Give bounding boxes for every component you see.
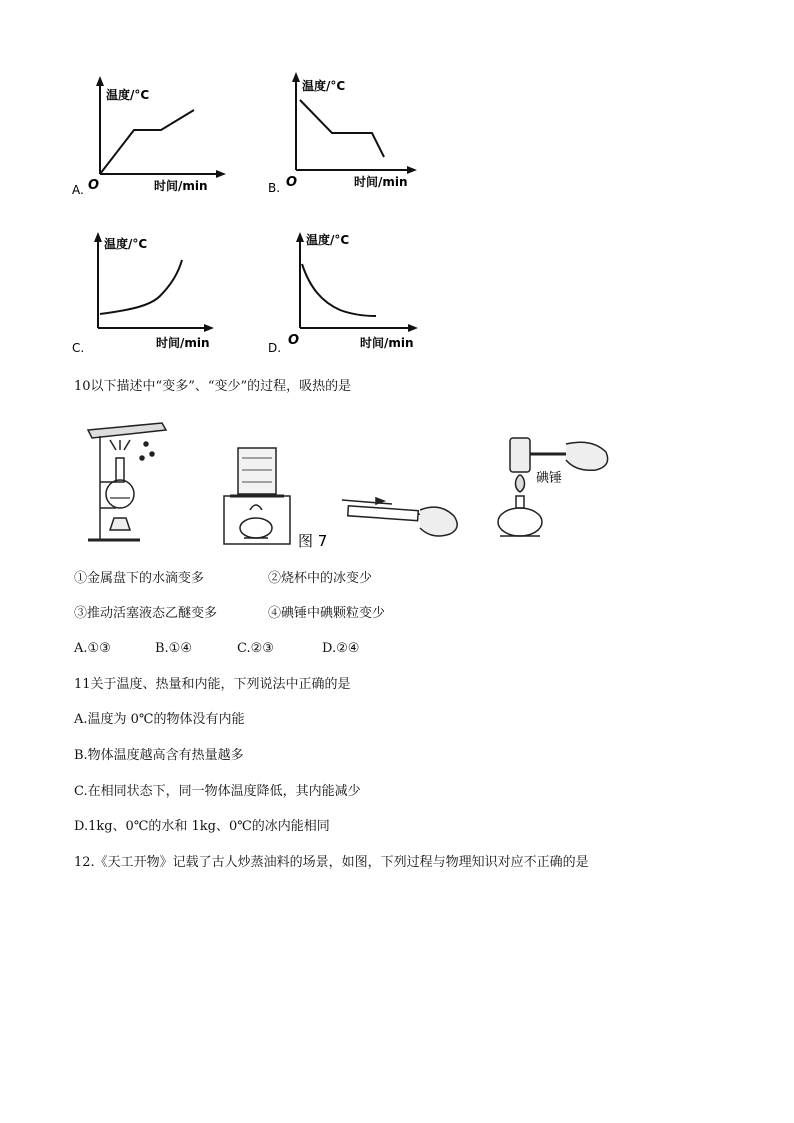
figure-7: [80, 418, 640, 553]
graph-a-svg: [70, 72, 240, 202]
graph-c: [70, 226, 240, 356]
q10-choice-b: B.①④: [155, 641, 192, 656]
iodine-hammer-label: 碘锤: [536, 471, 563, 486]
q11-option-a: A.温度为 0℃的物体没有内能: [74, 712, 245, 727]
graph-c-svg: [70, 226, 240, 356]
origin-label: O: [286, 175, 298, 190]
q12-stem: 12.《天工开物》记载了古人炒蒸油料的场景，如图，下列过程与物理知识对应不正确的是: [74, 855, 589, 870]
q10-choice-d: D.②④: [322, 641, 360, 656]
figure-caption: 图 7: [298, 532, 328, 550]
graph-b: [266, 70, 436, 200]
x-label: 时间/min: [354, 175, 408, 189]
graph-b-svg: [266, 70, 436, 200]
option-letter: C.: [72, 341, 85, 355]
apparatus-syringe: [342, 498, 457, 536]
apparatus-metal-tray: [88, 423, 166, 540]
origin-label: O: [88, 178, 100, 193]
origin-label: O: [288, 333, 300, 348]
y-axis-arrow: [296, 232, 304, 242]
y-label: 温度/°C: [104, 237, 148, 251]
graph-a: [70, 72, 240, 202]
q10-choice-a: A.①③: [74, 641, 111, 656]
q10-item-1: ①金属盘下的水滴变多: [74, 571, 205, 586]
y-axis-arrow: [96, 76, 104, 86]
y-axis-arrow: [94, 232, 102, 242]
q10-choice-c: C.②③: [237, 641, 274, 656]
apparatus-ice-beaker: [224, 448, 290, 544]
curve: [300, 100, 384, 157]
figure-7-svg: [80, 418, 640, 553]
q10-item-3: ③推动活塞液态乙醚变多: [74, 606, 218, 621]
y-axis-arrow: [292, 72, 300, 82]
q11-option-b: B.物体温度越高含有热量越多: [74, 748, 244, 763]
x-axis-arrow: [407, 166, 417, 174]
curve: [100, 260, 182, 314]
option-letter: D.: [268, 341, 282, 355]
apparatus-iodine-hammer: [498, 438, 608, 536]
graph-d: [266, 226, 436, 356]
q10-item-4: ④碘锤中碘颗粒变少: [268, 606, 386, 621]
x-axis-arrow: [216, 170, 226, 178]
x-label: 时间/min: [360, 336, 414, 350]
q10-item-2: ②烧杯中的冰变少: [268, 571, 373, 586]
x-label: 时间/min: [154, 179, 208, 193]
x-axis-arrow: [408, 324, 418, 332]
graph-d-svg: [266, 226, 436, 356]
y-label: 温度/°C: [302, 79, 346, 93]
q11-option-d: D.1kg、0℃的水和 1kg、0℃的冰内能相同: [74, 819, 330, 834]
x-label: 时间/min: [156, 336, 210, 350]
y-label: 温度/°C: [306, 233, 350, 247]
x-axis-arrow: [204, 324, 214, 332]
q10-stem: 10以下描述中“变多”、“变少”的过程，吸热的是: [74, 379, 352, 394]
q11-stem: 11关于温度、热量和内能，下列说法中正确的是: [74, 677, 351, 692]
option-letter: B.: [268, 181, 281, 195]
curve: [302, 264, 376, 316]
option-letter: A.: [72, 183, 84, 197]
q11-option-c: C.在相同状态下，同一物体温度降低，其内能减少: [74, 784, 361, 799]
curve: [100, 110, 194, 174]
y-label: 温度/°C: [106, 88, 150, 102]
